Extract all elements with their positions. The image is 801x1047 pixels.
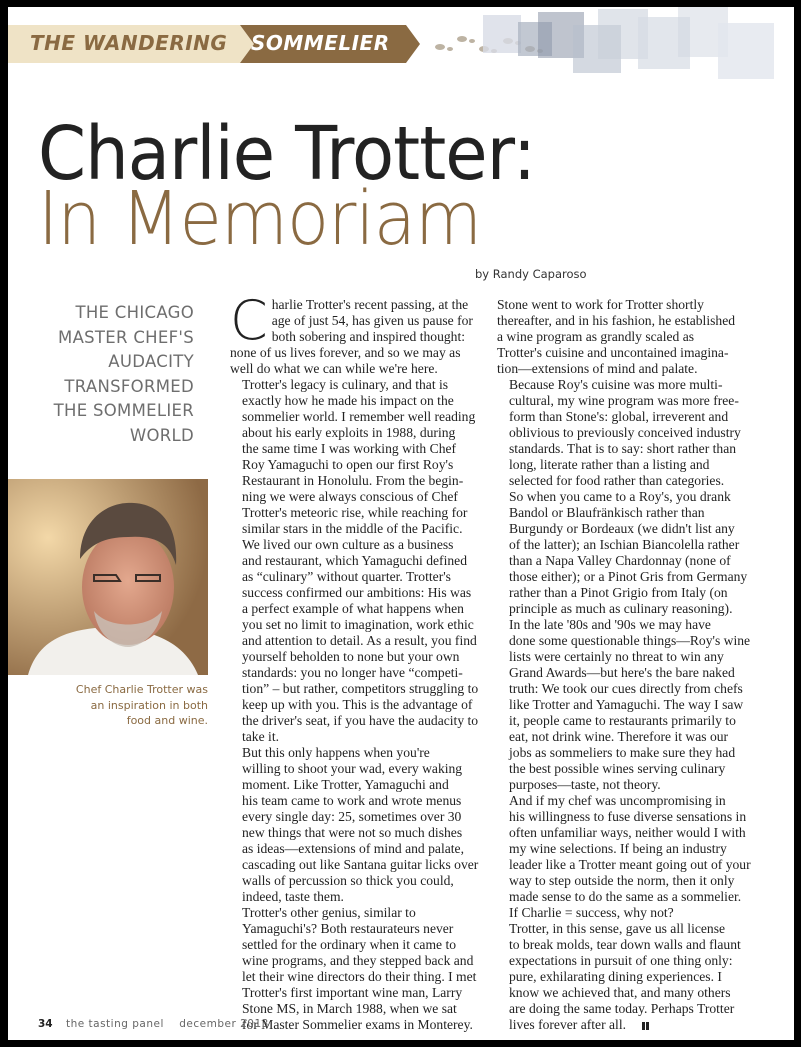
article-line: long, literate rather than a listing and <box>509 457 710 472</box>
article-line: Stone MS, in March 1988, when we sat <box>242 1001 457 1016</box>
article-line: for Master Sommelier exams in Monterey. <box>242 1017 473 1032</box>
article-paragraph <box>230 377 484 537</box>
article-line: my wine selections. If being an industry <box>509 841 727 856</box>
pull-quote <box>54 301 194 448</box>
article-line: and attention to detail. As a result, you find <box>242 633 477 648</box>
article-line: often unfamiliar ways, neither would I with <box>509 825 746 840</box>
article-line: exactly how he made his impact on the <box>242 393 454 408</box>
article-line: success confirmed our ambitions: His was <box>242 585 472 600</box>
article-line: wine programs, and they stepped back and <box>242 953 474 968</box>
article-line: yourself beholden to none but your own <box>242 649 460 664</box>
article-line: of the latter); an Ischian Biancolella rather <box>509 537 740 552</box>
chef-photo <box>8 479 208 675</box>
article-line: Restaurant in Honolulu. From the begin- <box>242 473 464 488</box>
article-line: let their wine directors do their thing. I met <box>242 969 477 984</box>
section-title-part1: THE WANDERING <box>30 31 228 55</box>
article-line: Trotter's legacy is culinary, and that is <box>242 377 449 392</box>
pull-quote-line: WORLD <box>129 425 194 445</box>
article-line: We lived our own culture as a business <box>242 537 454 552</box>
caption-line: food and wine. <box>126 714 208 727</box>
article-line: those either); or a Pinot Gris from Germany <box>509 569 748 584</box>
article-line: a perfect example of what happens when <box>242 601 464 616</box>
article-line: expectations in pursuit of one thing only: <box>509 953 733 968</box>
section-title-part2: SOMMELIER <box>251 31 390 55</box>
article-line: none of us lives forever, and so we may as <box>230 345 461 360</box>
article-line: new things that were not so much dishes <box>242 825 463 840</box>
article-line: about his early exploits in 1988, during <box>242 425 456 440</box>
article-line: indeed, taste them. <box>242 889 344 904</box>
article-paragraph <box>497 921 767 1033</box>
article-line: his willingness to fuse diverse sensations in <box>509 809 747 824</box>
article-column-1 <box>230 289 484 1033</box>
article-line: Trotter, in this sense, gave us all license <box>509 921 726 936</box>
article-line: way to step outside the norm, then it only <box>509 873 735 888</box>
article-line: Burgundy or Bordeaux (we didn't list any <box>509 521 735 536</box>
pull-quote-line: TRANSFORMED <box>64 376 194 396</box>
article-line: Grand Awards—but here's the bare naked <box>509 665 735 680</box>
article-paragraph <box>230 745 484 905</box>
article-line: pure, exhilarating dining experiences. I <box>509 969 722 984</box>
article-line: a wine program as grandly scaled as <box>497 329 695 344</box>
article-line: moment. Like Trotter, Yamaguchi and <box>242 777 449 792</box>
page-number: 34 <box>38 1018 53 1030</box>
caption-line: Chef Charlie Trotter was <box>75 683 208 696</box>
article-line: willing to shoot your wad, every waking <box>242 761 463 776</box>
article-paragraph <box>497 377 767 617</box>
article-line: cultural, my wine program was more free- <box>509 393 739 408</box>
article-line: take it. <box>242 729 279 744</box>
article-line: sommelier world. I remember well reading <box>242 409 476 424</box>
article-line: Stone went to work for Trotter shortly <box>497 297 704 312</box>
article-line: ning we were always conscious of Chef <box>242 489 458 504</box>
article-paragraph <box>230 289 484 377</box>
article-line: keep up with you. This is the advantage of <box>242 697 473 712</box>
article-line: well do what we can while we're here. <box>230 361 438 376</box>
caption-line: an inspiration in both <box>90 698 208 712</box>
article-line: And if my chef was uncompromising in <box>509 793 726 808</box>
article-line: truth: We took our cues directly from chefs <box>509 681 743 696</box>
article-line: Bandol or Blaufränkisch rather than <box>509 505 705 520</box>
article-paragraph <box>497 297 767 377</box>
article-line: as ideas—extensions of mind and palate, <box>242 841 464 856</box>
article-line: leader like a Trotter meant going out of your <box>509 857 751 872</box>
article-line: purposes—taste, not theory. <box>509 777 661 792</box>
end-mark-icon <box>630 1018 640 1026</box>
article-line: jobs as sommeliers to make sure they had <box>509 745 736 760</box>
article-line: Yamaguchi's? Both restaurateurs never <box>242 921 454 936</box>
article-line: Trotter's cuisine and uncontained imagina- <box>497 345 729 360</box>
pull-quote-line: THE CHICAGO <box>75 303 194 322</box>
publication-name: the tasting panel <box>65 1018 164 1030</box>
section-banner <box>8 21 423 67</box>
article-line: tion—extensions of mind and palate. <box>497 361 698 376</box>
article-line: rather than a Pinot Grigio from Italy (on <box>509 585 728 600</box>
article-paragraph <box>230 905 484 1033</box>
article-line: If Charlie = success, why not? <box>509 905 674 920</box>
article-paragraph <box>497 617 767 793</box>
article-line: In the late '80s and '90s we may have <box>509 617 711 632</box>
page-footer <box>38 1018 269 1030</box>
article-line: made sense to do the same as a sommelier. <box>509 889 742 904</box>
article-line: thereafter, and in his fashion, he established <box>497 313 736 328</box>
article-line: lives forever after all. <box>497 1017 767 1033</box>
article-line: Roy Yamaguchi to open our first Roy's <box>242 457 454 472</box>
article-line: it, people came to restaurants primarily to <box>509 713 736 728</box>
chef-portrait-image <box>8 479 208 675</box>
article-line: Trotter's meteoric rise, while reaching for <box>242 505 468 520</box>
article-line: done some questionable things—Roy's wine <box>509 633 751 648</box>
article-line: principle as much as culinary reasoning). <box>509 601 733 616</box>
article-line: selected for food rather than categories. <box>509 473 725 488</box>
article-line: every single day: 25, sometimes over 30 <box>242 809 462 824</box>
magazine-page <box>8 7 794 1040</box>
article-line: are doing the same today. Perhaps Trotter <box>509 1001 735 1016</box>
article-line: Trotter's first important wine man, Larry <box>242 985 463 1000</box>
decorative-squares <box>478 7 794 87</box>
article-line: walls of percussion so thick you could, <box>242 873 454 888</box>
pull-quote-line: MASTER CHEF'S <box>58 327 194 347</box>
article-line: standards: you no longer have “competi- <box>242 665 463 680</box>
drop-cap: C <box>230 289 268 352</box>
article-line: tion” – but rather, competitors struggling to <box>242 681 479 696</box>
article-line: Because Roy's cuisine was more multi- <box>509 377 723 392</box>
article-line: cascading out like Santana guitar licks over <box>242 857 479 872</box>
article-title-line2: In Memoriam <box>38 176 482 262</box>
article-line: you set no limit to imagination, work ethic <box>242 617 474 632</box>
article-line: settled for the ordinary when it came to <box>242 937 457 952</box>
article-line: than a Napa Valley Chardonnay (none of <box>509 553 731 568</box>
photo-caption <box>76 682 208 729</box>
article-line: So when you came to a Roy's, you drank <box>509 489 731 504</box>
article-paragraph <box>497 793 767 921</box>
article-line: like Trotter and Yamaguchi. The way I saw <box>509 697 744 712</box>
article-paragraph <box>230 537 484 745</box>
article-column-2 <box>497 297 767 1033</box>
article-line: harlie Trotter's recent passing, at the <box>271 297 469 312</box>
article-line: know we achieved that, and many others <box>509 985 731 1000</box>
article-line: the best possible wines serving culinary <box>509 761 726 776</box>
article-line: as “culinary” without quarter. Trotter's <box>242 569 451 584</box>
byline: by Randy Caparoso <box>475 267 587 281</box>
article-line: lists were certainly no threat to win any <box>509 649 724 664</box>
article-line: and restaurant, which Yamaguchi defined <box>242 553 467 568</box>
issue-date: december 2013 <box>179 1018 269 1030</box>
article-title-line1: Charlie Trotter: <box>38 111 536 197</box>
pull-quote-line: THE SOMMELIER <box>53 401 194 420</box>
article-line: form than Stone's: global, irreverent and <box>509 409 729 424</box>
article-line: the same time I was working with Chef <box>242 441 457 456</box>
article-line: But this only happens when you're <box>242 745 430 760</box>
article-line: the driver's seat, if you have the audacity to <box>242 713 479 728</box>
article-line: oblivious to previously conceived industry <box>509 425 741 440</box>
article-line: his team came to work and wrote menus <box>242 793 462 808</box>
article-line: Trotter's other genius, similar to <box>242 905 416 920</box>
article-line: age of just 54, has given us pause for <box>271 313 473 328</box>
pull-quote-line: AUDACITY <box>108 352 194 371</box>
article-line: standards. That is to say: short rather than <box>509 441 737 456</box>
article-line: similar stars in the middle of the Pacific. <box>242 521 463 536</box>
article-line: both sobering and inspired thought: <box>271 329 466 344</box>
article-line: eat, not drink wine. Therefore it was our <box>509 729 729 744</box>
article-line: to break molds, tear down walls and flaunt <box>509 937 741 952</box>
